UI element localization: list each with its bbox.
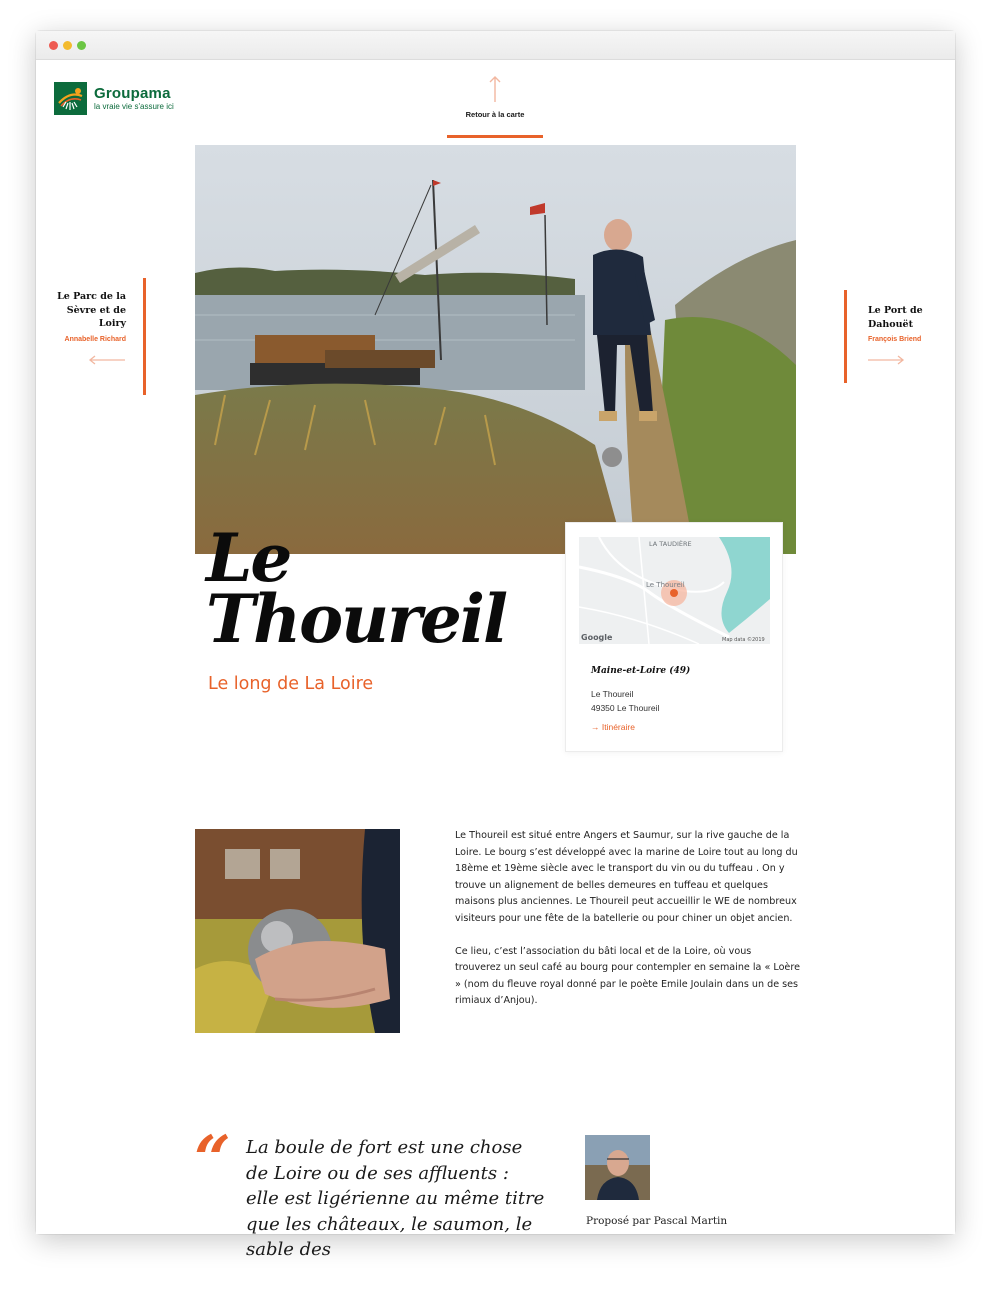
back-to-map-link[interactable] xyxy=(447,75,543,123)
hero-photo xyxy=(195,145,796,554)
arrow-up-icon xyxy=(489,75,501,103)
next-place-link[interactable] xyxy=(868,304,948,365)
address-line-1: Le Thoureil xyxy=(591,689,634,699)
description-paragraph-2: Ce lieu, c’est l’association du bâti local et de la Loire, où vous trouverez un seul café au bourg pour contempler en semaine la « Loère » (nom du fleuve royal donné par le poète Emile Joulain dans un de ses rimiaux d’Anjou). xyxy=(455,945,800,1007)
google-logo: Google xyxy=(581,633,613,642)
groupama-logo[interactable] xyxy=(54,82,174,115)
page-content xyxy=(36,60,955,1261)
proposer-name: Proposé par Pascal Martin xyxy=(586,1215,728,1227)
department-label: Maine-et-Loire (49) xyxy=(591,666,691,676)
place-subtitle: Le long de La Loire xyxy=(208,674,374,694)
back-to-map-label: Retour à la carte xyxy=(465,110,525,119)
browser-window xyxy=(36,31,955,1261)
location-map[interactable] xyxy=(579,537,770,644)
address-block xyxy=(591,687,659,715)
map-town-label: Le Thoureil xyxy=(646,581,685,589)
address-line-2: 49350 Le Thoureil xyxy=(591,703,660,713)
quote-mark-icon: “ xyxy=(194,1122,231,1197)
arrow-right-icon xyxy=(868,355,908,365)
place-title: Le Thoureil xyxy=(206,519,507,658)
groupama-logo-icon xyxy=(54,82,87,115)
avatar xyxy=(585,1135,650,1200)
maximize-window-button[interactable] xyxy=(77,41,86,50)
quote-text: La boule de fort est une chose de Loire ou de ses affluents : elle est ligérienne au même titre que les châteaux, le saumon, le sable des xyxy=(246,1137,545,1261)
browser-toolbar xyxy=(36,31,955,60)
itinerary-link[interactable]: → Itinéraire xyxy=(591,722,635,732)
brand-name: Groupama xyxy=(94,84,171,102)
location-card xyxy=(565,522,783,752)
arrow-left-icon xyxy=(46,355,126,365)
map-area-label: LA TAUDIÈRE xyxy=(649,540,692,548)
next-nav-bar xyxy=(844,290,847,383)
boule-photo xyxy=(195,829,400,1033)
previous-place-link[interactable] xyxy=(46,290,126,365)
previous-place-author: Annabelle Richard xyxy=(64,335,126,343)
description-text xyxy=(455,828,800,1010)
minimize-window-button[interactable] xyxy=(63,41,72,50)
close-window-button[interactable] xyxy=(49,41,58,50)
previous-place-title: Le Parc de la Sèvre et de Loiry xyxy=(57,291,126,329)
back-link-underline xyxy=(447,135,543,138)
place-title-block xyxy=(206,519,507,658)
prev-nav-bar xyxy=(143,278,146,395)
map-attribution: Map data ©2019 xyxy=(722,637,765,643)
next-place-title: Le Port de Dahouët xyxy=(868,305,923,330)
brand-tagline: la vraie vie s'assure ici xyxy=(94,101,174,111)
description-paragraph-1: Le Thoureil est situé entre Angers et Saumur, sur la rive gauche de la Loire. Le bourg s’est développé avec la marine de Loire tout au long du 18ème et 19ème siècle avec le transport du vin ou du tuffeau . On y trouve un alignement de belles demeures en tuffeau et quelques maisons plus anciennes. Le Thoureil peut accueillir le WE de nombreux visiteurs pour une fête de la batellerie ou pour chiner un objet ancien. xyxy=(455,830,798,924)
next-place-author: François Briend xyxy=(868,336,922,343)
